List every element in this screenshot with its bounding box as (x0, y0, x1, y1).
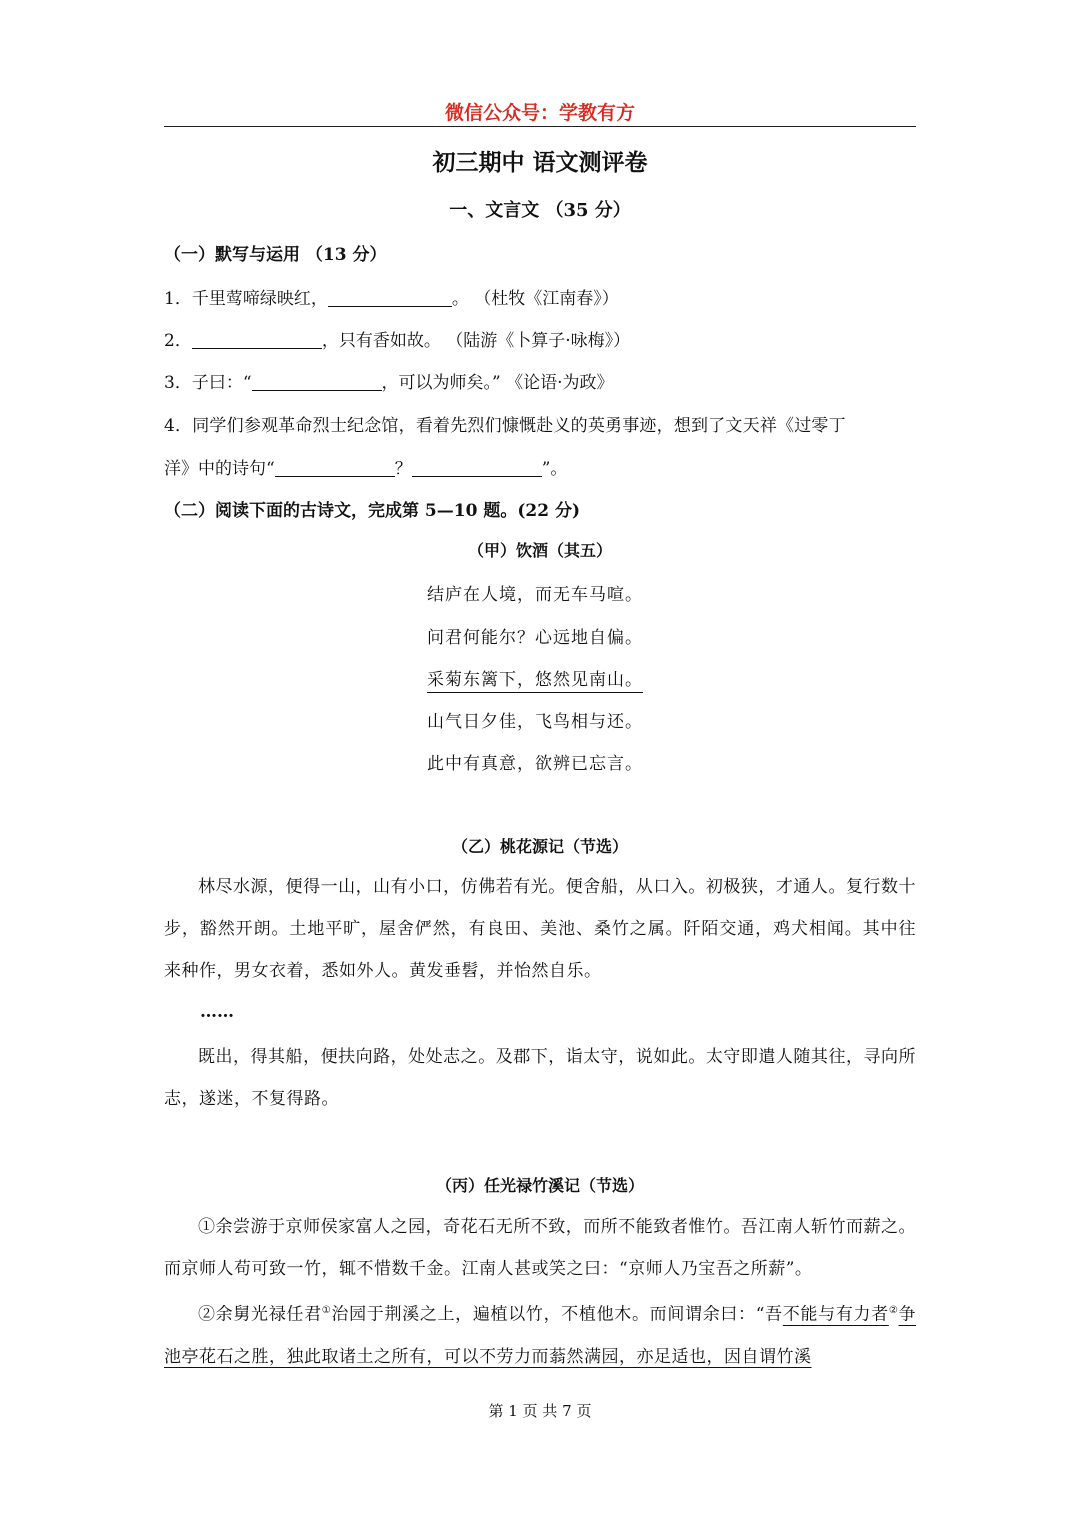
bing-paragraph-2: ②余舅光禄任君①治园于荆溪之上，遍植以竹，不植他木。而间谓余曰：“吾不能与有力者②争池亭花石之胜，独此取诸土之所有，可以不劳力而蓊然满园，亦足适也，因自谓竹溪 (164, 1304, 917, 1367)
answer-blank[interactable] (192, 330, 322, 349)
page-footer: 第 1 页 共 7 页 (488, 1402, 592, 1420)
yi-paragraph-1: 林尽水源，便得一山，山有小口，仿佛若有光。便舍船，从口入。初极狭，才通人。复行数十步，豁然开朗。土地平旷，屋舍俨然，有良田、美池、桑竹之属。阡陌交通，鸡犬相闻。其中往来种作，男女衣着，悉如外人。黄发垂髫，并怡然自乐。 (164, 877, 916, 981)
ellipsis: …… (200, 1002, 234, 1022)
question-3: 3．子曰：“ ，可以为师矣。” 《论语·为政》 (164, 373, 614, 393)
poem-line: 问君何能尔？心远地自偏。 (427, 628, 643, 648)
answer-blank[interactable] (412, 458, 542, 477)
poem-line: 结庐在人境，而无车马喧。 (427, 585, 643, 605)
question-2: 2． ，只有香如故。 （陆游《卜算子·咏梅》） (164, 331, 631, 351)
question-1: 1．千里莺啼绿映红， 。 （杜牧《江南春》） (164, 289, 619, 309)
jia-title: （甲）饮酒（其五） (467, 541, 612, 560)
answer-blank[interactable] (252, 372, 382, 391)
wechat-header: 微信公众号：学教有方 (444, 102, 635, 124)
yi-paragraph-2: 既出，得其船，便扶向路，处处志之。及郡下，诣太守，说如此。太守即遣人随其往，寻向所志，遂迷，不复得路。 (164, 1047, 916, 1109)
section-heading: 一、文言文 （35 分） (449, 200, 631, 221)
part2-heading: （二）阅读下面的古诗文，完成第 5—10 题。(22 分) (164, 501, 580, 521)
page-title: 初三期中 语文测评卷 (432, 149, 648, 176)
question-4-line2: 洋》中的诗句“ ？ ”。 (164, 459, 568, 479)
part1-heading: （一）默写与运用 （13 分） (164, 245, 387, 265)
poem-line-underlined: 采菊东篱下，悠然见南山。 (427, 665, 643, 690)
question-4-line1: 4．同学们参观革命烈士纪念馆，看着先烈们慷慨赴义的英勇事迹，想到了文天祥《过零丁 (164, 416, 846, 436)
poem-line: 此中有真意，欲辨已忘言。 (427, 754, 643, 774)
answer-blank[interactable] (328, 288, 452, 307)
yi-title: （乙）桃花源记（节选） (451, 837, 628, 856)
header-divider (164, 126, 916, 127)
answer-blank[interactable] (275, 458, 395, 477)
bing-title: （丙）任光禄竹溪记（节选） (435, 1176, 644, 1195)
poem-line: 山气日夕佳，飞鸟相与还。 (427, 712, 643, 732)
bing-paragraph-1: ①余尝游于京师侯家富人之园，奇花石无所不致，而所不能致者惟竹。吾江南人斩竹而薪之。而京师人苟可致一竹，辄不惜数千金。江南人甚或笑之曰：“京师人乃宝吾之所薪”。 (164, 1217, 916, 1279)
